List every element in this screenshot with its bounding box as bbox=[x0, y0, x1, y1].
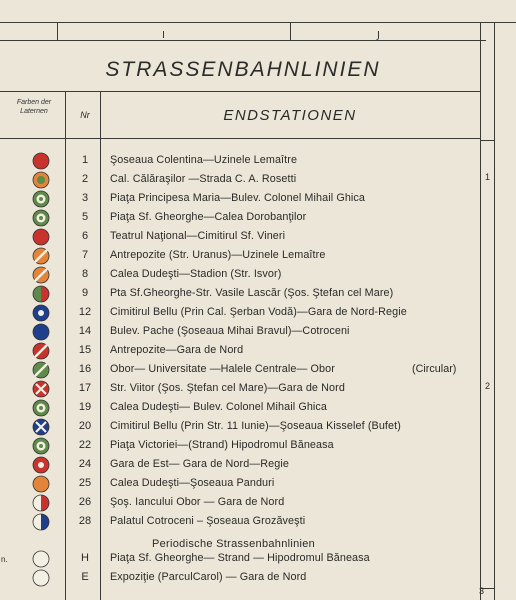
line-number: 12 bbox=[78, 306, 92, 318]
line-number: 8 bbox=[81, 268, 89, 280]
line-row bbox=[0, 152, 486, 170]
map-title: STRASSENBAHNLINIEN bbox=[105, 58, 381, 81]
line-row bbox=[0, 494, 486, 512]
line-number: 9 bbox=[81, 287, 89, 299]
line-row bbox=[0, 437, 486, 455]
lantern-icon bbox=[32, 569, 50, 587]
side-tick bbox=[480, 140, 494, 141]
line-endstations: Şoseaua Colentina—Uzinele Lemaître bbox=[110, 154, 298, 166]
line-row bbox=[0, 380, 486, 398]
lantern-icon bbox=[32, 285, 50, 303]
line-row bbox=[0, 323, 486, 341]
grid-vertical-line bbox=[290, 22, 291, 40]
line-endstations: Calea Dudeşti—Stadion (Str. Isvor) bbox=[110, 268, 282, 280]
lantern-icon bbox=[32, 550, 50, 568]
line-row bbox=[0, 361, 486, 379]
line-number: 16 bbox=[78, 363, 92, 375]
header-number: Nr bbox=[80, 110, 90, 120]
lantern-icon bbox=[32, 399, 50, 417]
line-number: 26 bbox=[78, 496, 92, 508]
line-endstations: Piaţa Victoriei—(Strand) Hipodromul Băneasa bbox=[110, 439, 334, 451]
grid-row-2: 2 bbox=[485, 381, 491, 391]
grid-row-1: 1 bbox=[485, 172, 491, 182]
line-endstations: Antrepozite—Gara de Nord bbox=[110, 344, 244, 356]
lantern-icon bbox=[32, 418, 50, 436]
line-row bbox=[0, 475, 486, 493]
line-endstations: Piaţa Sf. Gheorghe—Calea Dorobanţilor bbox=[110, 211, 307, 223]
grid-right-border-outer bbox=[494, 22, 495, 600]
line-number: 14 bbox=[78, 325, 92, 337]
line-number: 1 bbox=[81, 154, 89, 166]
line-row bbox=[0, 342, 486, 360]
line-number: 2 bbox=[81, 173, 89, 185]
grid-row-3: 3 bbox=[479, 586, 485, 596]
line-number: H bbox=[81, 552, 89, 564]
line-endstations: Piaţa Sf. Gheorghe— Strand — Hipodromul Băneasa bbox=[110, 552, 370, 564]
lantern-icon bbox=[32, 475, 50, 493]
margin-note: n. bbox=[1, 555, 8, 564]
lantern-icon bbox=[32, 380, 50, 398]
line-row bbox=[0, 266, 486, 284]
line-row bbox=[0, 285, 486, 303]
line-number: 5 bbox=[81, 211, 89, 223]
line-endstations: Calea Dudeşti— Bulev. Colonel Mihail Ghica bbox=[110, 401, 328, 413]
line-endstations: Şoş. Iancului Obor — Gara de Nord bbox=[110, 496, 285, 508]
line-number: 7 bbox=[81, 249, 89, 261]
line-row bbox=[0, 456, 486, 474]
line-endstations: Bulev. Pache (Şoseaua Mihai Bravul)—Cotroceni bbox=[110, 325, 350, 337]
lantern-icon bbox=[32, 513, 50, 531]
grid-vertical-line bbox=[57, 22, 58, 40]
line-number: 22 bbox=[78, 439, 92, 451]
line-number: 6 bbox=[81, 230, 89, 242]
line-row bbox=[0, 190, 486, 208]
line-number: 28 bbox=[78, 515, 92, 527]
line-endstations: Cimitirul Bellu (Prin Cal. Şerban Vodă)—Gara de Nord-Regie bbox=[110, 306, 407, 318]
frame-row-line bbox=[0, 40, 486, 41]
line-number: 24 bbox=[78, 458, 92, 470]
line-endstations: Gara de Est— Gara de Nord—Regie bbox=[110, 458, 289, 470]
header-under-line bbox=[0, 138, 480, 139]
section-periodic: Periodische Strassenbahnlinien bbox=[152, 538, 316, 550]
lantern-icon bbox=[32, 152, 50, 170]
line-endstations: Teatrul Naţional—Cimitirul Sf. Vineri bbox=[110, 230, 286, 242]
lantern-icon bbox=[32, 209, 50, 227]
line-row bbox=[0, 513, 486, 531]
header-endstations: ENDSTATIONEN bbox=[223, 107, 357, 124]
line-endstations: Str. Viitor (Şos. Ştefan cel Mare)—Gara de Nord bbox=[110, 382, 345, 394]
line-number: 17 bbox=[78, 382, 92, 394]
line-endstations: Cimitirul Bellu (Prin Str. 11 Iunie)—Şoseaua Kisselef (Bufet) bbox=[110, 420, 401, 432]
line-row bbox=[0, 569, 486, 587]
line-number: 19 bbox=[78, 401, 92, 413]
line-endstations: Expoziţie (ParculCarol) — Gara de Nord bbox=[110, 571, 307, 583]
line-endstations: Calea Dudeşti—Şoseaua Panduri bbox=[110, 477, 275, 489]
line-row bbox=[0, 399, 486, 417]
line-row bbox=[0, 247, 486, 265]
grid-column-i: I bbox=[162, 30, 165, 41]
line-endstations: Antrepozite (Str. Uranus)—Uzinele Lemaître bbox=[110, 249, 326, 261]
line-row bbox=[0, 171, 486, 189]
lantern-icon bbox=[32, 494, 50, 512]
line-row bbox=[0, 418, 486, 436]
lantern-icon bbox=[32, 456, 50, 474]
lantern-icon bbox=[32, 304, 50, 322]
line-endstations: Piaţa Principesa Maria—Bulev. Colonel Mihail Ghica bbox=[110, 192, 366, 204]
line-number: 3 bbox=[81, 192, 89, 204]
line-number: 20 bbox=[78, 420, 92, 432]
header-lantern-colors: Farben der Laternen bbox=[16, 99, 52, 115]
line-number: 25 bbox=[78, 477, 92, 489]
line-number: 15 bbox=[78, 344, 92, 356]
lantern-icon bbox=[32, 190, 50, 208]
lantern-icon bbox=[32, 342, 50, 360]
line-endstations: Cal. Călăraşilor —Strada C. A. Rosetti bbox=[110, 173, 297, 185]
title-under-line bbox=[0, 91, 480, 92]
lantern-icon bbox=[32, 361, 50, 379]
line-endstations: Obor— Universitate —Halele Centrale— Obor bbox=[110, 363, 335, 375]
lantern-icon bbox=[32, 266, 50, 284]
lantern-icon bbox=[32, 171, 50, 189]
lantern-icon bbox=[32, 228, 50, 246]
line-row bbox=[0, 304, 486, 322]
lantern-icon bbox=[32, 247, 50, 265]
line-endstations: Palatul Cotroceni – Şoseaua Grozăveşti bbox=[110, 515, 306, 527]
line-endstations: Pta Sf.Gheorghe-Str. Vasile Lascăr (Şos. Ştefan cel Mare) bbox=[110, 287, 394, 299]
frame-top-line bbox=[0, 22, 516, 23]
lantern-icon bbox=[32, 437, 50, 455]
grid-column-j: J bbox=[377, 30, 380, 41]
line-row bbox=[0, 550, 486, 568]
lantern-icon bbox=[32, 323, 50, 341]
line-note: (Circular) bbox=[412, 363, 457, 375]
line-row bbox=[0, 228, 486, 246]
line-number: E bbox=[81, 571, 89, 583]
line-row bbox=[0, 209, 486, 227]
